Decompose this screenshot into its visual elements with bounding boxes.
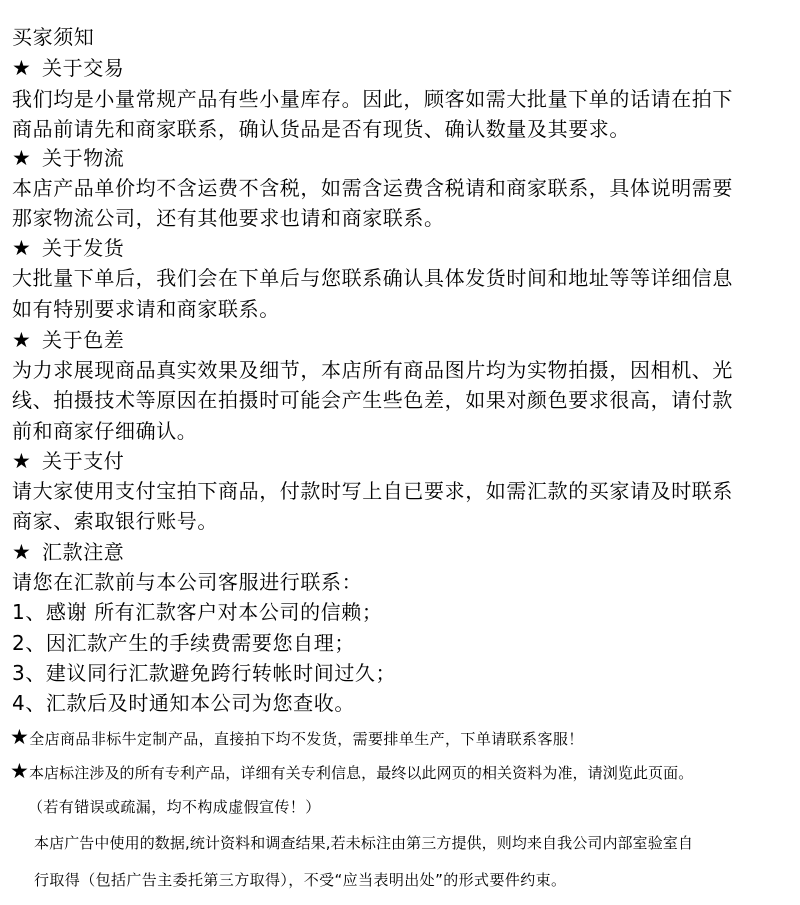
- list-item: 2、因汇款产生的手续费需要您自理；: [12, 631, 355, 655]
- section-heading-label: 关于色差: [42, 328, 125, 352]
- notice-text: 全店商品非标牛定制产品，直接拍下均不发货，需要排单生产，下单请联系客服！: [29, 730, 584, 748]
- paragraph-line: 商家、索取银行账号。: [12, 509, 218, 533]
- star-icon: ★: [10, 759, 29, 783]
- section-heading-shipping: [12, 235, 124, 261]
- paragraph-line: 商品前请先和商家联系，确认货品是否有现货、确认数量及其要求。: [12, 117, 630, 141]
- star-icon: ★: [12, 146, 32, 170]
- notice-text: 本店标注涉及的所有专利产品，详细有关专利信息，最终以此网页的相关资料为准，请浏览此页面。: [28, 764, 694, 782]
- notice-custom-products: [10, 726, 584, 750]
- star-icon: ★: [12, 540, 32, 564]
- paragraph-line: 请您在汇款前与本公司客服进行联系：: [12, 570, 363, 594]
- star-icon: ★: [10, 725, 30, 749]
- paragraph-line: 请大家使用支付宝拍下商品，付款时写上自已要求，如需汇款的买家请及时联系: [12, 479, 733, 503]
- section-heading-label: 汇款注意: [42, 540, 125, 564]
- paragraph-line: 大批量下单后，我们会在下单后与您联系确认具体发货时间和地址等等详细信息: [12, 266, 733, 290]
- paragraph-line: 为力求展现商品真实效果及细节，本店所有商品图片均为实物拍摄，因相机、光: [12, 358, 733, 382]
- section-heading-logistics: [12, 145, 124, 171]
- paragraph-line: 线、拍摄技术等原因在拍摄时可能会产生些色差，如果对颜色要求很高，请付款: [12, 388, 733, 412]
- star-icon: ★: [12, 328, 32, 352]
- footer-line: 本店广告中使用的数据,统计资料和调查结果,若未标注由第三方提供，则均来自我公司内部室验室自: [34, 834, 694, 852]
- paragraph-line: 前和商家仔细确认。: [12, 419, 198, 443]
- section-heading-trade: [12, 55, 124, 81]
- list-item: 3、建议同行汇款避免跨行转帐时间过久；: [12, 661, 397, 685]
- paragraph-line: 如有特别要求请和商家联系。: [12, 297, 280, 321]
- section-heading-label: 关于物流: [42, 146, 125, 170]
- star-icon: ★: [12, 236, 32, 260]
- page-title: 买家须知: [12, 25, 95, 49]
- section-heading-payment: [12, 448, 124, 474]
- star-icon: ★: [12, 449, 32, 473]
- paragraph-line: 我们均是小量常规产品有些小量库存。因此，顾客如需大批量下单的话请在拍下: [12, 87, 733, 111]
- section-heading-remittance: [12, 539, 124, 565]
- paragraph-line: 本店产品单价均不含运费不含税，如需含运费含税请和商家联系，具体说明需要: [12, 176, 733, 200]
- star-icon: ★: [12, 56, 32, 80]
- disclaimer: （若有错误或疏漏，均不构成虚假宣传！）: [28, 798, 321, 816]
- paragraph-line: 那家物流公司，还有其他要求也请和商家联系。: [12, 206, 445, 230]
- list-item: 1、感谢 所有汇款客户对本公司的信赖；: [12, 600, 383, 624]
- section-heading-label: 关于发货: [42, 236, 125, 260]
- section-heading-color: [12, 327, 124, 353]
- list-item: 4、汇款后及时通知本公司为您查收。: [12, 691, 355, 715]
- notice-patent-products: [10, 760, 693, 784]
- section-heading-label: 关于交易: [42, 56, 125, 80]
- footer-line: 行取得（包括广告主委托第三方取得），不受“应当表明出处”的形式要件约束。: [34, 871, 567, 889]
- section-heading-label: 关于支付: [42, 449, 125, 473]
